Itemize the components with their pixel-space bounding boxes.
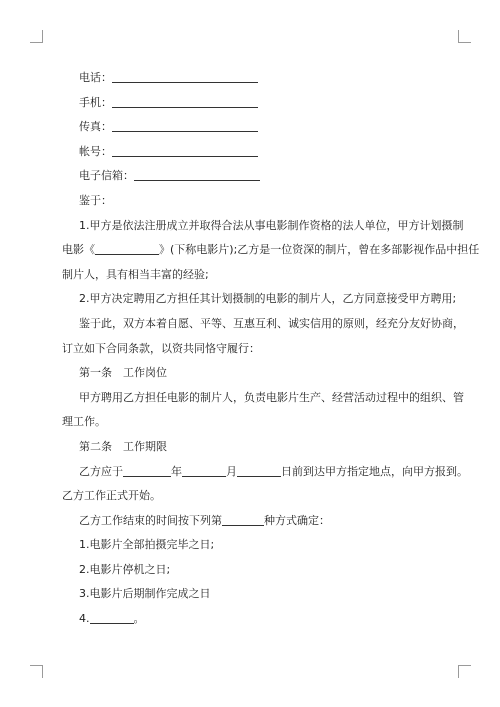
clause-1-line-2 xyxy=(62,238,480,263)
mobile-blank[interactable] xyxy=(112,94,258,108)
end-time-line xyxy=(62,509,440,534)
crop-mark-top-left xyxy=(30,30,43,43)
article-2-line-2: 乙方工作正式开始。 xyxy=(62,489,161,503)
film-title-suffix: 》(下称电影片);乙方是一位资深的制片，曾在多部影视作品中担任 xyxy=(159,243,480,257)
clause-3-line-2: 订立如下合同条款，以资共同恪守履行： xyxy=(62,341,260,355)
clause-2: 2.甲方决定聘用乙方担任其计划摄制的电影的制片人，乙方同意接受甲方聘用; xyxy=(79,292,457,306)
year-blank[interactable] xyxy=(123,463,171,477)
whereas-heading: 鉴于： xyxy=(79,193,112,207)
clause-3-line-1: 鉴于此，双方本着自愿、平等、互惠互利、诚实信用的原则，经充分友好协商， xyxy=(79,316,464,330)
phone-label: 电话： xyxy=(79,71,112,84)
phone-blank[interactable] xyxy=(112,69,258,83)
film-title-blank[interactable] xyxy=(95,241,159,255)
year-label: 年 xyxy=(171,464,182,478)
clause-1-line-1: 1.甲方是依法注册成立并取得合法从事电影制作资格的法人单位，甲方计划摄制 xyxy=(79,218,464,232)
report-prefix: 乙方应于 xyxy=(79,464,123,478)
crop-mark-top-right xyxy=(458,30,471,43)
document-body xyxy=(62,66,480,632)
crop-mark-bottom-right xyxy=(458,665,471,678)
mobile-line xyxy=(62,91,440,116)
option-4-number: 4. xyxy=(79,612,90,626)
article-1-title: 第一条 工作岗位 xyxy=(79,366,167,380)
clause-1-line-3: 制片人，具有相当丰富的经验; xyxy=(62,267,209,281)
option-4-blank[interactable] xyxy=(90,610,134,624)
fax-label: 传真： xyxy=(79,120,112,134)
mobile-label: 手机： xyxy=(79,95,112,109)
method-number-blank[interactable] xyxy=(222,512,264,526)
article-1-line-1: 甲方聘用乙方担任电影的制片人，负责电影片生产、经营活动过程中的组织、管 xyxy=(79,390,464,404)
month-label: 月 xyxy=(226,464,237,478)
fax-line xyxy=(62,115,440,140)
article-1-line-2: 理工作。 xyxy=(62,415,106,429)
article-2-line-1 xyxy=(62,460,468,485)
account-blank[interactable] xyxy=(112,143,258,157)
phone-line xyxy=(62,66,440,91)
email-blank[interactable] xyxy=(134,167,260,181)
account-label: 帐号： xyxy=(79,144,112,158)
crop-mark-bottom-left xyxy=(30,665,43,678)
account-line xyxy=(62,140,440,165)
end-time-suffix: 种方式确定： xyxy=(264,513,330,527)
day-blank[interactable] xyxy=(237,463,281,477)
option-3: 3.电影片后期制作完成之日 xyxy=(79,587,211,601)
option-4-end: 。 xyxy=(133,612,145,626)
option-2: 2.电影片停机之日; xyxy=(79,562,171,576)
report-suffix: 日前到达甲方指定地点，向甲方报到。 xyxy=(281,464,468,478)
option-4 xyxy=(62,607,440,632)
film-title-prefix: 电影《 xyxy=(62,243,95,257)
fax-blank[interactable] xyxy=(112,118,258,132)
option-1: 1.电影片全部拍摄完毕之日; xyxy=(79,538,215,552)
end-time-prefix: 乙方工作结束的时间按下列第 xyxy=(79,513,222,527)
email-label: 电子信箱： xyxy=(79,169,134,183)
article-2-title: 第二条 工作期限 xyxy=(79,439,167,453)
email-line xyxy=(62,164,440,189)
month-blank[interactable] xyxy=(182,463,226,477)
